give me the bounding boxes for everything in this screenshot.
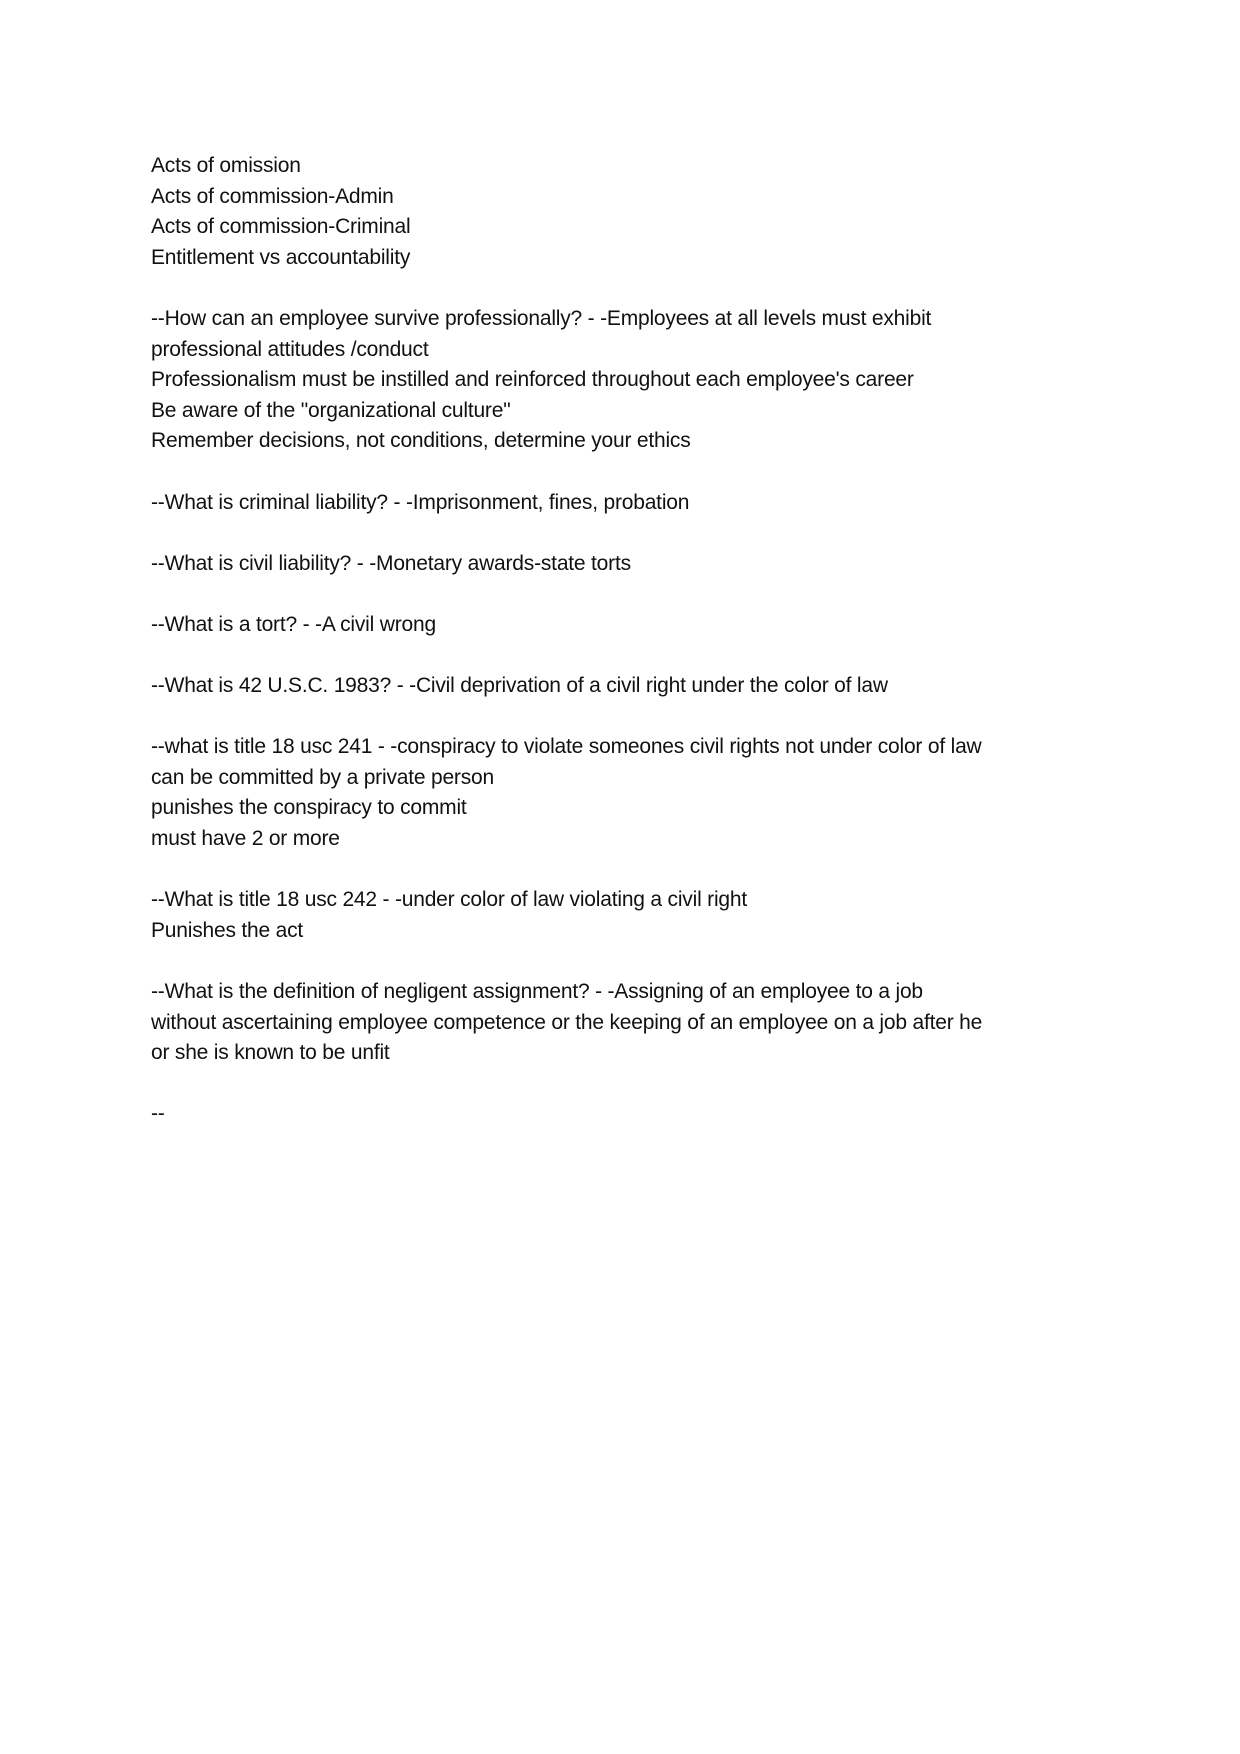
text-line: Acts of omission <box>151 154 301 177</box>
text-line: punishes the conspiracy to commit <box>151 796 467 820</box>
text-line: Entitlement vs accountability <box>151 245 411 269</box>
text-line: Remember decisions, not conditions, determine your ethics <box>151 429 691 453</box>
text-line: Professionalism must be instilled and reinforced throughout each employee's career <box>151 368 914 392</box>
text-line: --What is civil liability? - -Monetary awards-state torts <box>151 551 631 575</box>
paragraph-trailing-dashes <box>151 1099 1111 1130</box>
text-line: --what is title 18 usc 241 - -conspiracy to violate someones civil rights not under color of law <box>151 735 982 759</box>
paragraph-negligent-assignment <box>151 977 1111 1069</box>
text-line: or she is known to be unfit <box>151 1041 390 1065</box>
text-line: --What is title 18 usc 242 - -under color of law violating a civil right <box>151 888 748 912</box>
paragraph-survive-professionally <box>151 304 1111 457</box>
text-line: must have 2 or more <box>151 827 340 851</box>
paragraph-topics <box>151 151 1111 273</box>
text-line: without ascertaining employee competence or the keeping of an employee on a job after he <box>151 1010 983 1034</box>
text-line: -- <box>151 1102 165 1126</box>
text-line: professional attitudes /conduct <box>151 337 429 361</box>
text-line: --What is criminal liability? - -Imprisonment, fines, probation <box>151 490 690 514</box>
paragraph-civil-liability <box>151 549 1111 580</box>
text-line: --How can an employee survive professionally? - -Employees at all levels must exhibit <box>151 306 932 330</box>
paragraph-usc-241 <box>151 732 1111 854</box>
text-line: --What is the definition of negligent assignment? - -Assigning of an employee to a job <box>151 980 923 1004</box>
text-line: Acts of commission-Admin <box>151 184 394 208</box>
text-line: --What is 42 U.S.C. 1983? - -Civil deprivation of a civil right under the color of law <box>151 674 888 698</box>
text-line: can be committed by a private person <box>151 765 494 789</box>
text-line: Acts of commission-Criminal <box>151 215 411 239</box>
paragraph-usc-242 <box>151 885 1111 946</box>
text-line: Punishes the act <box>151 918 304 942</box>
text-line: Be aware of the "organizational culture" <box>151 398 511 422</box>
paragraph-usc-1983 <box>151 671 1111 702</box>
paragraph-criminal-liability <box>151 488 1111 519</box>
paragraph-tort <box>151 610 1111 641</box>
text-line: --What is a tort? - -A civil wrong <box>151 612 436 636</box>
document-page <box>151 151 1111 1161</box>
